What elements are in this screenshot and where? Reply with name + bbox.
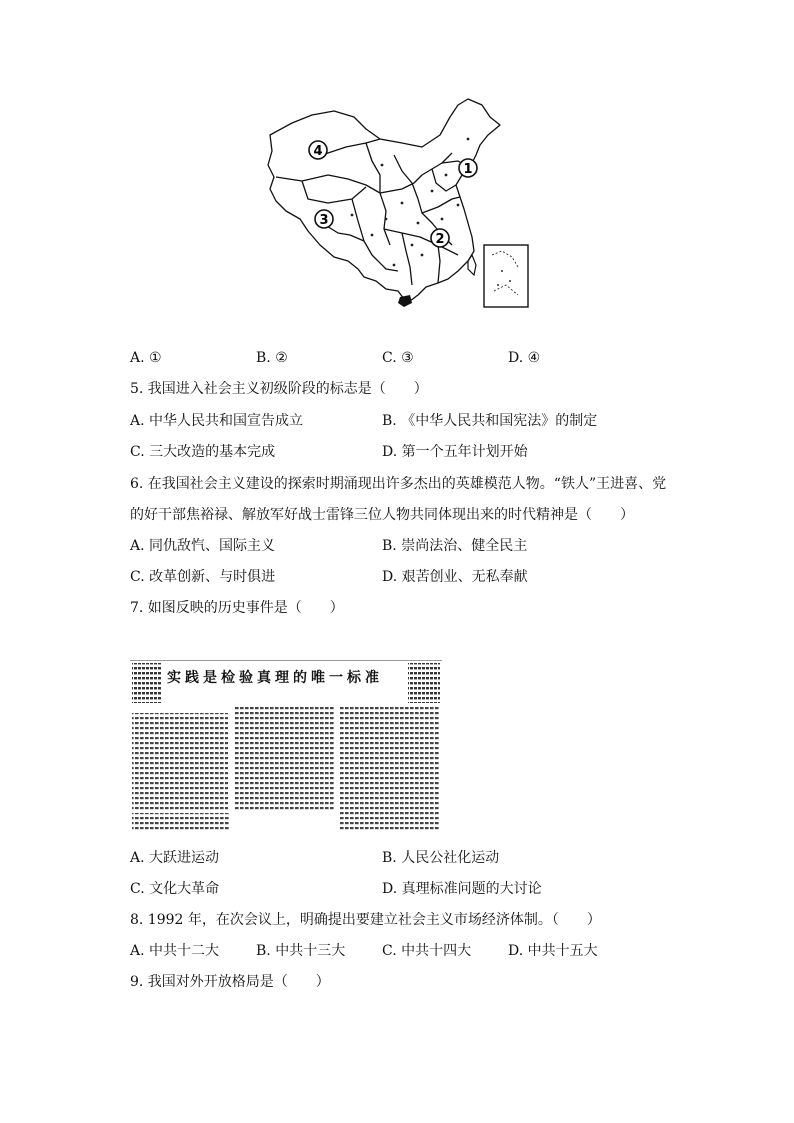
q6-stem-line2: 的好干部焦裕禄、解放军好战士雷锋三位人物共同体现出来的时代精神是（ ）	[130, 507, 634, 523]
map-marker-2	[431, 229, 449, 247]
q6-option-a[interactable]: A. 同仇敌忾、国际主义	[130, 538, 276, 554]
q5-stem: 5. 我国进入社会主义初级阶段的标志是（ ）	[130, 381, 428, 397]
svg-text:3: 3	[319, 213, 329, 228]
q6-option-d[interactable]: D. 艰苦创业、无私奉献	[382, 569, 528, 585]
svg-text:1: 1	[463, 162, 473, 177]
q9-stem: 9. 我国对外开放格局是（ ）	[130, 974, 330, 990]
china-map-figure	[262, 95, 532, 317]
q4-option-a[interactable]: A. ①	[130, 350, 162, 366]
q5-option-a[interactable]: A. 中华人民共和国宣告成立	[130, 413, 304, 429]
q7-option-d[interactable]: D. 真理标准问题的大讨论	[382, 881, 542, 897]
china-outline	[268, 99, 500, 301]
q8-option-c[interactable]: C. 中共十四大	[382, 943, 472, 959]
q8-stem: 8. 1992 年，在次会议上，明确提出要建立社会主义市场经济体制。（ ）	[130, 912, 601, 928]
south-china-sea-inset	[484, 245, 528, 307]
q7-option-b[interactable]: B. 人民公社化运动	[382, 850, 500, 866]
map-marker-1	[459, 159, 477, 177]
q4-option-b[interactable]: B. ②	[256, 350, 288, 366]
q7-stem: 7. 如图反映的历史事件是（ ）	[130, 600, 344, 616]
q6-option-b[interactable]: B. 崇尚法治、健全民主	[382, 538, 528, 554]
hainan-island	[398, 295, 412, 307]
q7-option-a[interactable]: A. 大跃进运动	[130, 850, 220, 866]
map-marker-4	[309, 141, 327, 159]
q4-option-d[interactable]: D. ④	[508, 350, 541, 366]
map-marker-3	[315, 210, 333, 228]
q8-option-a[interactable]: A. 中共十二大	[130, 943, 220, 959]
q4-option-c[interactable]: C. ③	[382, 350, 414, 366]
q8-option-b[interactable]: B. 中共十三大	[256, 943, 346, 959]
newspaper-clipping-image	[130, 660, 442, 833]
newspaper-headline: 实践是检验真理的唯一标准	[167, 670, 383, 686]
q6-option-c[interactable]: C. 改革创新、与时俱进	[130, 569, 276, 585]
q6-stem-line1: 6. 在我国社会主义建设的探索时期涌现出许多杰出的英雄模范人物。“铁人”王进喜、党	[130, 476, 667, 492]
q8-option-d[interactable]: D. 中共十五大	[508, 943, 598, 959]
q5-option-b[interactable]: B. 《中华人民共和国宪法》的制定	[382, 413, 598, 429]
q5-option-d[interactable]: D. 第一个五年计划开始	[382, 444, 528, 460]
q5-option-c[interactable]: C. 三大改造的基本完成	[130, 444, 276, 460]
svg-text:2: 2	[435, 232, 445, 247]
q7-option-c[interactable]: C. 文化大革命	[130, 881, 220, 897]
svg-text:4: 4	[313, 144, 323, 159]
